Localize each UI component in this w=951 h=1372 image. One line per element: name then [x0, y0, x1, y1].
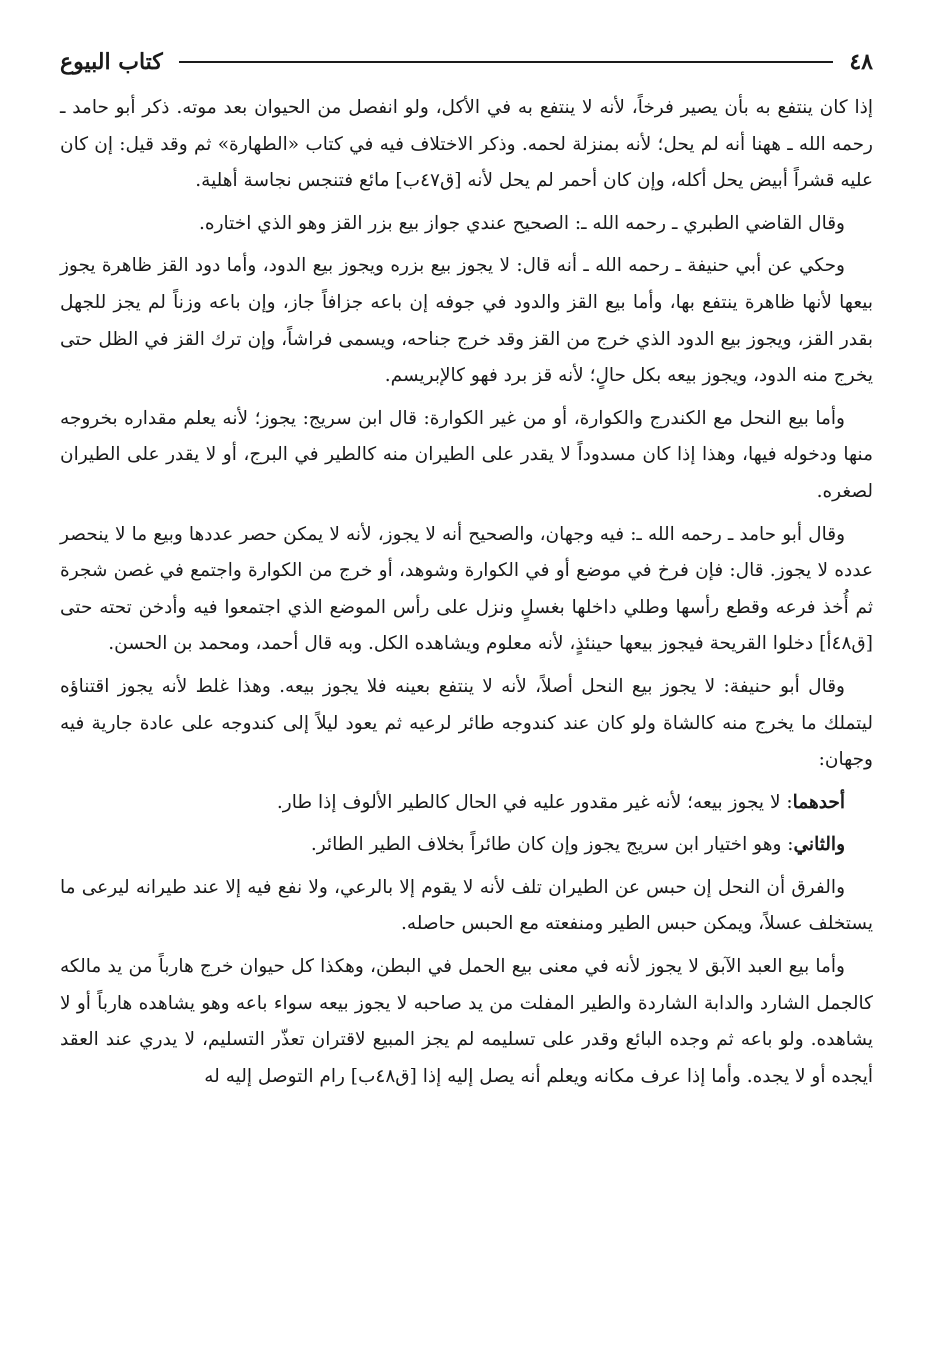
paragraph-4: وأما بيع النحل مع الكندرج والكوارة، أو من غير الكوارة: قال ابن سريج: يجوز؛ لأنه يعلم مقداره بخروجه منها ودخوله فيها، وهذا إذا كان مسدوداً لا يقدر على الطيران منه كالطير في البرج، أو لا يقدر على الطيران لصغره. [60, 407, 873, 502]
paragraph-3: وحكي عن أبي حنيفة ـ رحمه الله ـ أنه قال: لا يجوز بيع بزره ويجوز بيع الدود، وأما دود القز ظاهرة يجوز بيعها لأنها ظاهرة ينتفع بها، وأما بيع القز والدود في جوفه إن باعه جزافاً جاز، وإن باعه وزناً لم يجز للجهل بقدر القز، ويجوز بيع الدود الذي خرج من القز وقد خرج جناحه، ويسمى فراشاً، وإن ترك القز في الظل حتى يخرج منه الدود، ويجوز بيعه بكل حالٍ؛ لأنه قز برد فهو كالإبريسم. [60, 255, 873, 387]
point-first-label: أحدهما [792, 791, 845, 813]
point-second [60, 827, 873, 864]
header-rule [179, 61, 834, 63]
paragraph-2: وقال القاضي الطبري ـ رحمه الله ـ: الصحيح عندي جواز بيع بزر القز وهو الذي اختاره. [199, 212, 845, 234]
page-number: ٤٨ [849, 49, 873, 75]
point-second-text: : وهو اختيار ابن سريج يجوز وإن كان طائراً بخلاف الطير الطائر. [310, 834, 794, 856]
point-first [60, 785, 873, 822]
paragraph-5: وقال أبو حامد ـ رحمه الله ـ: فيه وجهان، والصحيح أنه لا يجوز، لأنه لا يمكن حصر عددها وبيع ما لا ينحصر عدده لا يجوز. قال: فإن فرخ في موضع أو في الكوارة وشوهد، أو خرج من الكوارة واجتمع في غصن شجرة ثم أُخذ فرعه وقطع رأسها وطلي داخلها بغسلٍ ونزل على رأس الموضع الذي اجتمعوا فيه وأدخن تحته حتى [ق٤٨أ] دخلوا القريحة فيجوز بيعها حينئذٍ، لأنه معلوم ويشاهده الكل. وبه قال أحمد، ومحمد بن الحسن. [60, 523, 873, 655]
point-first-text: : لا يجوز بيعه؛ لأنه غير مقدور عليه في الحال كالطير الألوف إذا طار. [276, 791, 793, 813]
paragraph-1: إذا كان ينتفع به بأن يصير فرخاً، لأنه لا ينتفع به في الأكل، ولو انفصل من الحيوان بعد موته. ذكر أبو حامد ـ رحمه الله ـ ههنا أنه لم يحل؛ لأنه بمنزلة لحمه. وذكر الاختلاف فيه في كتاب «الطهارة» ثم وقد قيل: إن كان عليه قشراً أبيض يحل أكله، وإن كان أحمر لم يحل لأنه [ق٤٧ب] مائع فتنجس نجاسة أهلية. [60, 97, 873, 192]
paragraph-8: وأما بيع العبد الآبق لا يجوز لأنه في معنى بيع الحمل في البطن، وهكذا كل حيوان خرج هارباً من يد مالكه كالجمل الشارد والدابة الشاردة والطير المفلت من يد صاحبه لا يجوز بيعه سواء باعه وهو يشاهده هارباً أو لا يشاهده. ولو باعه ثم وجده البائع وقدر على تسليمه لم يجز المبيع لاقتران تعذّر التسليم، لا يدري عند العقد أيجده أو لا يجده. وأما إذا عرف مكانه ويعلم أنه يصل إليه إذا [ق٤٨ب] رام التوصل إليه له [60, 956, 873, 1087]
paragraph-7: والفرق أن النحل إن حبس عن الطيران تلف لأنه لا يقوم إلا بالرعي، ولا نفع فيه إلا عند طيرانه ليرعى ما يستخلف عسلاً، ويمكن حبس الطير ومنفعته مع الحبس حاصله. [60, 876, 873, 935]
body-text [60, 90, 873, 1101]
page-header [60, 42, 873, 82]
point-second-label: والثاني [793, 834, 845, 856]
book-title: كتاب البيوع [60, 49, 163, 75]
paragraph-6: وقال أبو حنيفة: لا يجوز بيع النحل أصلاً، لأنه لا ينتفع بعينه فلا يجوز بيعه. وهذا غلط لأنه يجوز اقتناؤه ليتملك ما يخرج منه كالشاة ولو كان عند كندوجه طائر لرعيه ثم يعود ليلاً إلى كندوجه على عادة جارية فيه وجهان: [60, 675, 873, 771]
